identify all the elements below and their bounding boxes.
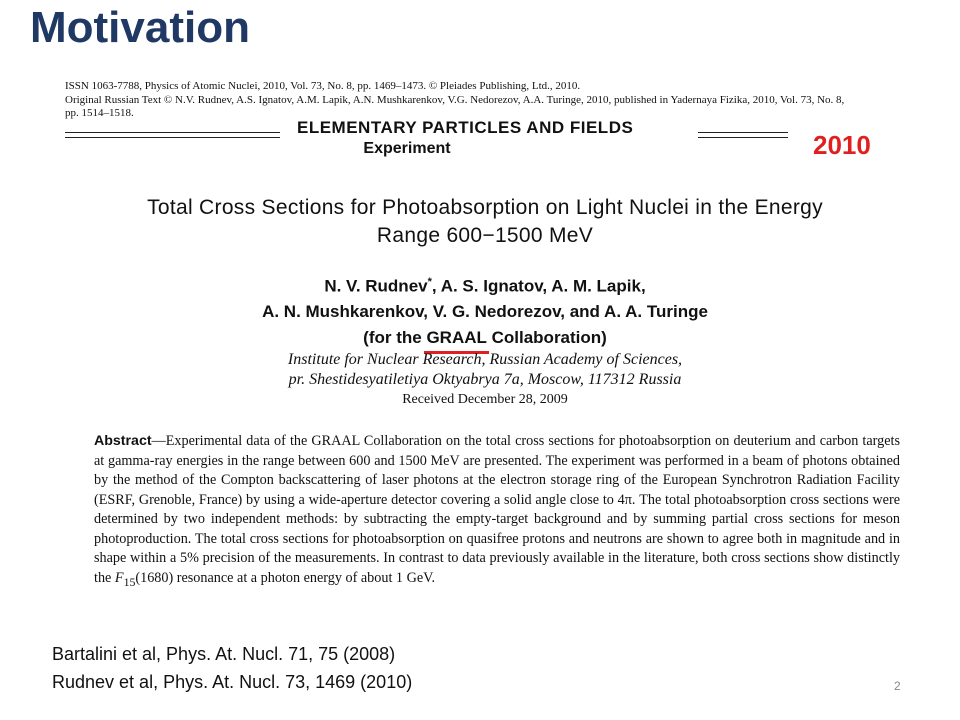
corresponding-mark: * <box>427 276 432 288</box>
resonance-symbol: F <box>114 569 124 586</box>
authors-line-2: A. N. Mushkarenkov, V. G. Nedorezov, and A. A. Turinge <box>262 302 708 322</box>
collab-suffix: Collaboration) <box>486 327 607 347</box>
paper-title-line: Range 600−1500 MeV <box>376 224 594 247</box>
institution-line: pr. Shestidesyatiletiya Oktyabrya 7a, Moscow, 117312 Russia <box>288 371 682 388</box>
institution-line: Institute for Nuclear Research, Russian Academy of Sciences, <box>287 351 683 368</box>
collab-prefix: (for the <box>363 327 427 347</box>
author-list <box>60 270 910 350</box>
abstract-text-end: (1680) resonance at a photon energy of about 1 GeV. <box>135 569 436 586</box>
paper-title-line: Total Cross Sections for Photoabsorption on Light Nuclei in the Energy <box>147 196 823 219</box>
author-names: , A. S. Ignatov, A. M. Lapik, <box>431 276 646 296</box>
collaboration-line <box>60 325 910 351</box>
slide-title: Motivation <box>30 3 250 52</box>
abstract <box>94 432 900 592</box>
page-number: 2 <box>894 679 901 693</box>
section-rule-right <box>698 132 788 138</box>
section-name: ELEMENTARY PARTICLES AND FIELDS <box>297 118 634 137</box>
references <box>52 640 412 696</box>
section-banner <box>65 118 890 164</box>
reference-item: Rudnev et al, Phys. At. Nucl. 73, 1469 (2010) <box>52 672 413 692</box>
authors-line-1 <box>60 270 910 299</box>
collaboration-name <box>426 325 486 351</box>
author-name: N. V. Rudnev <box>324 276 428 296</box>
reference-item: Bartalini et al, Phys. At. Nucl. 71, 75 (2008) <box>52 644 396 664</box>
paper-excerpt <box>60 80 910 632</box>
abstract-text: —Experimental data of the GRAAL Collaboration on the total cross sections for photoabsorption on deuterium and carbon targets at gamma-ray energies in the range between 600 and 1500 MeV are presented. The experiment was performed in a beam of photons obtained by the method of the Compton backscattering of laser photons at the electron storage ring of the European Synchrotron Radiation Facility (ESRF, Grenoble, France) by using a wide-aperture detector covering a solid angle close to 4π. The total photoabsorption cross sections were determined by two independent methods: by subtracting the empty-target background and by summing partial cross sections for meson photoproduction. The total cross sections for photoabsorption on quasifree protons and neutrons are shown to agree both in magnitude and in shape within a 5% precision of the measurements. In contrast to data previously available in the literature, both cross sections show distinctly the <box>94 433 900 586</box>
journal-header <box>65 80 844 121</box>
journal-header-line: pp. 1514–1518. <box>65 107 134 119</box>
affiliation <box>60 350 910 410</box>
journal-header-line: ISSN 1063-7788, Physics of Atomic Nuclei, 2010, Vol. 73, No. 8, pp. 1469–1473. © Pleiades Publishing, Ltd., 2010. <box>65 80 581 92</box>
section-rule-left <box>65 132 280 138</box>
year-highlight: 2010 <box>813 130 871 160</box>
abstract-label: Abstract <box>94 433 152 449</box>
collaboration-name-text: GRAAL <box>426 327 487 347</box>
resonance-subscript: 15 <box>123 574 136 589</box>
received-date: Received December 28, 2009 <box>402 392 568 407</box>
paper-title <box>60 194 910 250</box>
journal-header-line: Original Russian Text © N.V. Rudnev, A.S. Ignatov, A.M. Lapik, A.N. Mushkarenkov, V.G. Nedorezov, A.A. Turinge, 2010, published in Yadernaya Fizika, 2010, Vol. 73, No. 8, <box>65 93 845 106</box>
subsection-name: Experiment <box>363 140 451 157</box>
